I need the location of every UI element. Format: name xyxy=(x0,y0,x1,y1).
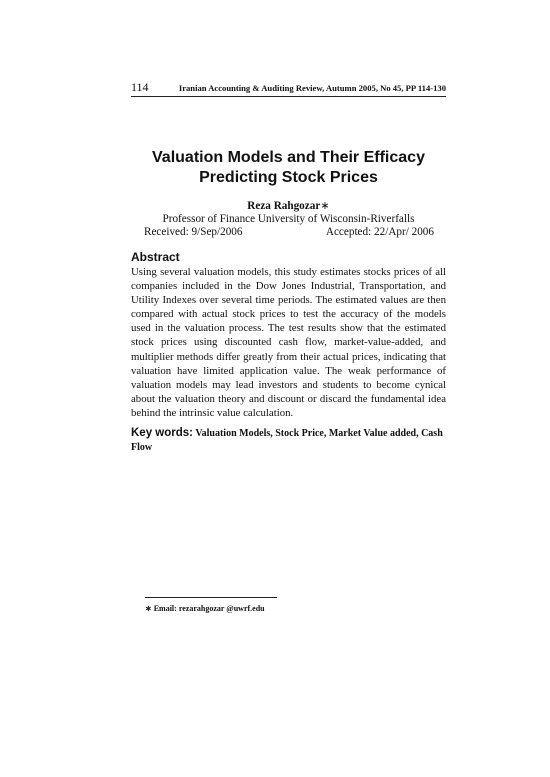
accepted-date: Accepted: 22/Apr/ 2006 xyxy=(325,226,434,238)
paper-title xyxy=(131,148,446,188)
running-header xyxy=(131,80,446,97)
keywords xyxy=(131,426,446,455)
footnote-email: Email: rezarahgozar @uwrf.edu xyxy=(153,604,265,613)
footnote xyxy=(145,604,265,613)
keywords-label: Key words: xyxy=(131,427,193,439)
received-date: Received: 9/Sep/2006 xyxy=(144,226,243,238)
title-line-2: Predicting Stock Prices xyxy=(199,169,378,186)
keywords-text: Valuation Models, Stock Price, Market Value added, Cash Flow xyxy=(131,428,443,453)
author-affiliation: Professor of Finance University of Wisconsin-Riverfalls xyxy=(162,213,415,225)
author-line xyxy=(131,200,446,213)
journal-citation: Iranian Accounting & Auditing Review, Autumn 2005, No 45, PP 114-130 xyxy=(178,83,446,93)
footnote-marker: ∗ xyxy=(145,604,152,613)
submission-dates xyxy=(131,226,446,239)
abstract-heading: Abstract xyxy=(131,250,180,264)
title-line-1: Valuation Models and Their Efficacy xyxy=(152,149,425,166)
author-block xyxy=(131,200,446,239)
author-name: Reza Rahgozar xyxy=(247,200,321,212)
page-number: 114 xyxy=(131,80,149,94)
abstract-body: Using several valuation models, this study estimates stocks prices of all companies included in the Dow Jones Industrial, Transportation, and Utility Indexes over several time periods. The estimated values are then compared with actual stock prices to test the accuracy of the models used in the valuation process. The test results show that the estimated stock prices using discounted cash flow, market-value-added, and multiplier methods differ greatly from their actual prices, indicating that valuation have limited application value. The weak performance of valuation models may lead investors and students to become cynical about the valuation theory and discount or discard the fundamental idea behind the intrinsic value calculation. xyxy=(131,266,446,419)
footnote-divider xyxy=(145,597,277,598)
author-footnote-marker: ∗ xyxy=(320,200,330,212)
